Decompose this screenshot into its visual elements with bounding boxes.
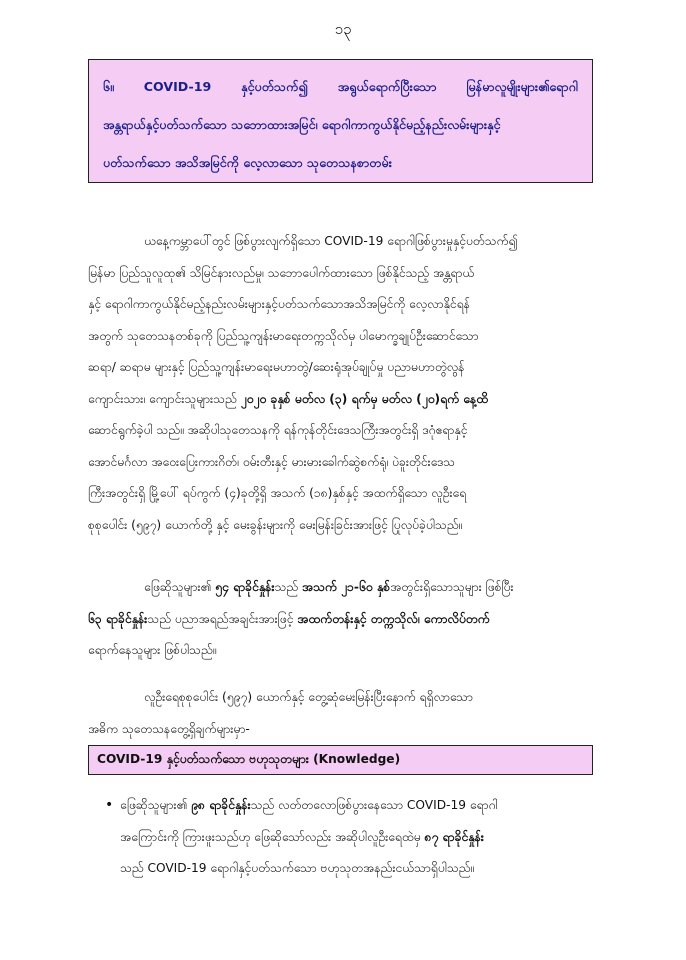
- paragraph-findings-intro: [88, 682, 595, 745]
- heading-word: အရွယ်ရောက်ပြီးသော: [337, 79, 437, 94]
- percent-value: ၅၄ ရာခိုင်နှုန်း: [215, 580, 275, 594]
- heading-word: မြန်မာလူမျိုးများ၏ရောဂါ: [466, 79, 578, 94]
- text-run: ကျောင်းသား၊ ကျောင်းသူများသည်: [88, 391, 241, 406]
- section-heading-knowledge: COVID-19 နှင့်ပတ်သက်သော ဗဟုသုတများ (Knowledge): [88, 745, 593, 775]
- text-run: အကြောင်းကို ကြားဖူးသည်ဟု ဖြေဆိုသော်လည်း အဆိုပါလူဦးရေထဲမှ: [120, 829, 425, 844]
- text-line: [88, 604, 595, 636]
- percent-value: ၈၇ ရာခိုင်နှုန်း: [424, 829, 484, 844]
- text-line: ဆောင်ရွက်ခဲ့ပါ သည်။ အဆိုပါသုတေသနကို ရန်ကုန်တိုင်းဒေသကြီးအတွင်းရှိ ဒဂုံဧရာနှင့်: [88, 423, 468, 437]
- percent-value: ၉၈ ရာခိုင်နှုန်း: [191, 798, 251, 812]
- text-run: သည်: [274, 580, 302, 594]
- heading-word: နှင့်ပတ်သက်၍: [241, 79, 308, 94]
- bullet-icon: •: [105, 797, 114, 813]
- bullet-item: [88, 790, 595, 885]
- heading-number: ၆။: [103, 79, 114, 94]
- text-line: သည် COVID-19 ရောဂါနှင့်ပတ်သက်သော ဗဟုသုတအနည်းငယ်သာရှိပါသည်။: [120, 861, 475, 875]
- heading-line-2: အန္တရာယ်နှင့်ပတ်သက်သော သဘောထားအမြင်၊ ရောဂါကာကွယ်နိုင်မည့်နည်းလမ်းများနှင့်: [103, 117, 501, 132]
- text-run: သည် ပညာအရည်အချင်းအားဖြင့်: [147, 611, 298, 626]
- text-line: စုစုပေါင်း (၅၉၇) ယောက်တို့ နှင့် မေးခွန်းများကို မေးမြန်းခြင်းအားဖြင့် ပြုလုပ်ခဲ့ပါသည်။: [88, 517, 463, 532]
- text-line: ဆရာ/ ဆရာမ များနှင့် ပြည်သူ့ကျန်းမာရေးမဟာတွဲ/ဆေးရုံအုပ်ချုပ်မှု ပညာမဟာတွဲလွန်: [88, 360, 465, 374]
- heading-line-1: [103, 68, 578, 106]
- text-line: မြန်မာ ပြည်သူလူထု၏ သိမြင်နားလည်မှု၊ သဘောပေါက်ထားသော ဖြစ်နိုင်သည့် အန္တရာယ်: [88, 265, 475, 280]
- text-line: ရောက်နေသူများ ဖြစ်ပါသည်။: [88, 643, 217, 657]
- text-line: [120, 790, 595, 822]
- text-run: အတွင်းရှိသောသူများ ဖြစ်ပြီး: [390, 580, 514, 594]
- heading-word: COVID-19: [143, 79, 212, 94]
- study-period: ၂၀၂၀ ခုနှစ် မတ်လ (၃) ရက်မှ မတ်လ (၂၀)ရက် နေ့ထိ: [240, 391, 488, 406]
- text-line: ကြီးအတွင်းရှိ မြို့ပေါ် ရပ်ကွက် (၄)ခုတို့ရှိ အသက် (၁၈)နှစ်နှင့် အထက်ရှိသော လူဦးရေ: [88, 486, 467, 500]
- percent-value: ၆၃ ရာခိုင်နှုန်း: [88, 611, 148, 626]
- text-line: [120, 822, 595, 854]
- text-line: အဓိက သုတေသနတွေ့ရှိချက်များမှာ-: [88, 721, 250, 736]
- text-line: လူဦးရေစုစုပေါင်း (၅၉၇) ယောက်နှင့် တွေ့ဆုံမေးမြန်းပြီးနောက် ရရှိလာသော: [144, 690, 473, 704]
- chapter-heading-box: [88, 59, 593, 183]
- text-line: အတွက် သုတေသနတစ်ခုကို ပြည်သူ့ကျန်းမာရေးတက္ကသိုလ်မှ ပါမောက္ခချုပ်ဦးဆောင်သော: [88, 328, 479, 343]
- text-line: ယနေ့ကမ္ဘာပေါ်တွင် ဖြစ်ပွားလျက်ရှိသော COVID-19 ရောဂါဖြစ်ပွားမှုနှင့်ပတ်သက်၍: [144, 234, 518, 248]
- paragraph-demographics: [88, 572, 595, 667]
- text-line: အောင်မင်္ဂလာ အဝေးပြေးကားဂိတ်၊ ဝမ်းတီးနှင့် မားမားခေါက်ဆွဲစက်ရုံ၊ ပဲခူးတိုင်းဒေသ: [88, 454, 455, 469]
- text-run: ဖြေဆိုသူများ၏: [144, 580, 216, 594]
- heading-line-3: ပတ်သက်သော အသိအမြင်ကို လေ့လာသော သုတေသနစာတမ်း: [103, 155, 392, 170]
- text-run: ဖြေဆိုသူများ၏: [120, 798, 192, 812]
- text-line: [88, 384, 595, 416]
- text-line: [88, 572, 595, 604]
- text-run: သည် လတ်တလောဖြစ်ပွားနေသော COVID-19 ရောဂါ: [250, 798, 498, 812]
- page-number: ၁၃: [334, 20, 352, 38]
- age-range: အသက် ၂၁-၆၀ နှစ်: [301, 580, 391, 594]
- education-level: အထက်တန်းနှင့် တက္ကသိုလ်၊ ကောလိပ်တက်: [297, 611, 490, 626]
- paragraph-intro: [88, 226, 595, 541]
- text-line: နှင့် ရောဂါကာကွယ်နိုင်မည့်နည်းလမ်းများနှင့်ပတ်သက်သောအသိအမြင်ကို လေ့လာနိုင်ရန်: [88, 297, 470, 311]
